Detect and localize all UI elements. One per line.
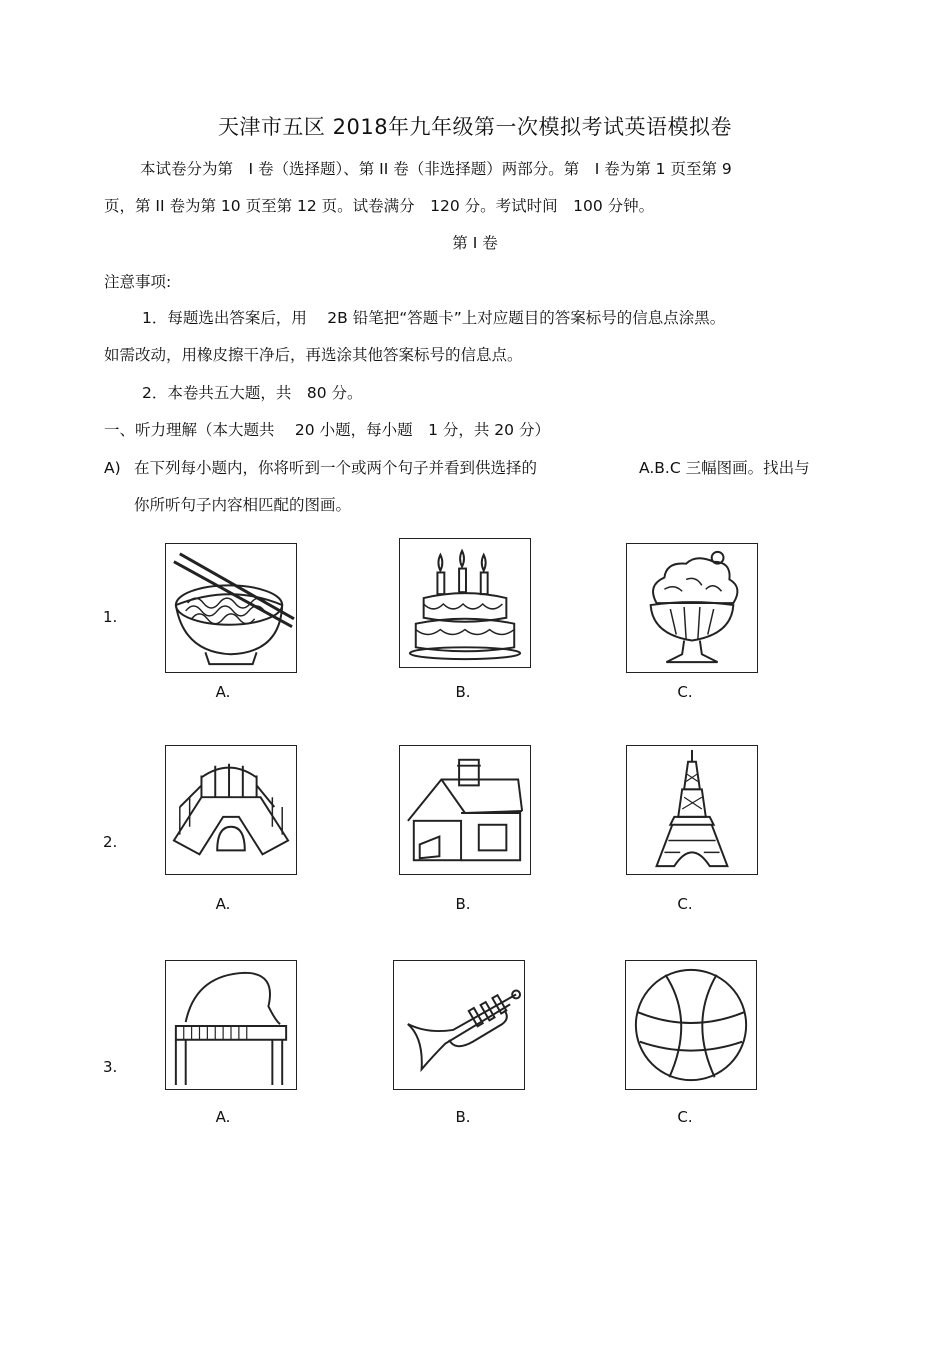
option-label: C. <box>677 1108 693 1126</box>
option-label: C. <box>677 895 693 913</box>
option-label: B. <box>455 683 471 701</box>
noodle-bowl-icon <box>165 543 297 673</box>
trumpet-icon <box>393 960 525 1090</box>
part1-heading: 一、听力理解（本大题共 20 小题，每小题 1 分，共 20 分） <box>104 421 550 439</box>
part1-sub-a-label: A) <box>104 459 121 477</box>
part1-sub-a-instruction-right: A.B.C 三幅图画。找出与 <box>639 459 810 477</box>
question-number: 2. <box>103 833 118 851</box>
basketball-icon <box>625 960 757 1090</box>
intro-line-1: 本试卷分为第 I 卷（选择题）、第 II 卷（非选择题）两部分。第 I 卷为第 1 页至第 9 <box>140 160 732 178</box>
notice-heading: 注意事项: <box>104 273 172 291</box>
question-number: 3. <box>103 1058 118 1076</box>
page-title: 天津市五区 2018年九年级第一次模拟考试英语模拟卷 <box>217 115 733 139</box>
part1-sub-a-instruction-2: 你所听句子内容相匹配的图画。 <box>134 496 352 514</box>
eiffel-tower-icon <box>626 745 758 875</box>
section-title: 第 I 卷 <box>452 234 498 252</box>
notice-item-2: 2．本卷共五大题，共 80 分。 <box>142 384 363 402</box>
intro-line-2: 页，第 II 卷为第 10 页至第 12 页。试卷满分 120 分。考试时间 100 分钟。 <box>104 197 655 215</box>
birthday-cake-icon <box>399 538 531 668</box>
ice-cream-sundae-icon <box>626 543 758 673</box>
notice-item-1: 1．每题选出答案后，用 2B 铅笔把“答题卡”上对应题目的答案标号的信息点涂黑。 <box>142 309 726 327</box>
option-label: B. <box>455 1108 471 1126</box>
option-label: A. <box>215 1108 231 1126</box>
question-number: 1. <box>103 608 118 626</box>
house-icon <box>399 745 531 875</box>
notice-item-1-continued: 如需改动，用橡皮擦干净后，再选涂其他答案标号的信息点。 <box>104 346 523 364</box>
option-label: A. <box>215 683 231 701</box>
option-label: A. <box>215 895 231 913</box>
part1-sub-a-instruction: 在下列每小题内，你将听到一个或两个句子并看到供选择的 <box>134 459 538 477</box>
option-label: B. <box>455 895 471 913</box>
stone-bridge-icon <box>165 745 297 875</box>
grand-piano-icon <box>165 960 297 1090</box>
option-label: C. <box>677 683 693 701</box>
